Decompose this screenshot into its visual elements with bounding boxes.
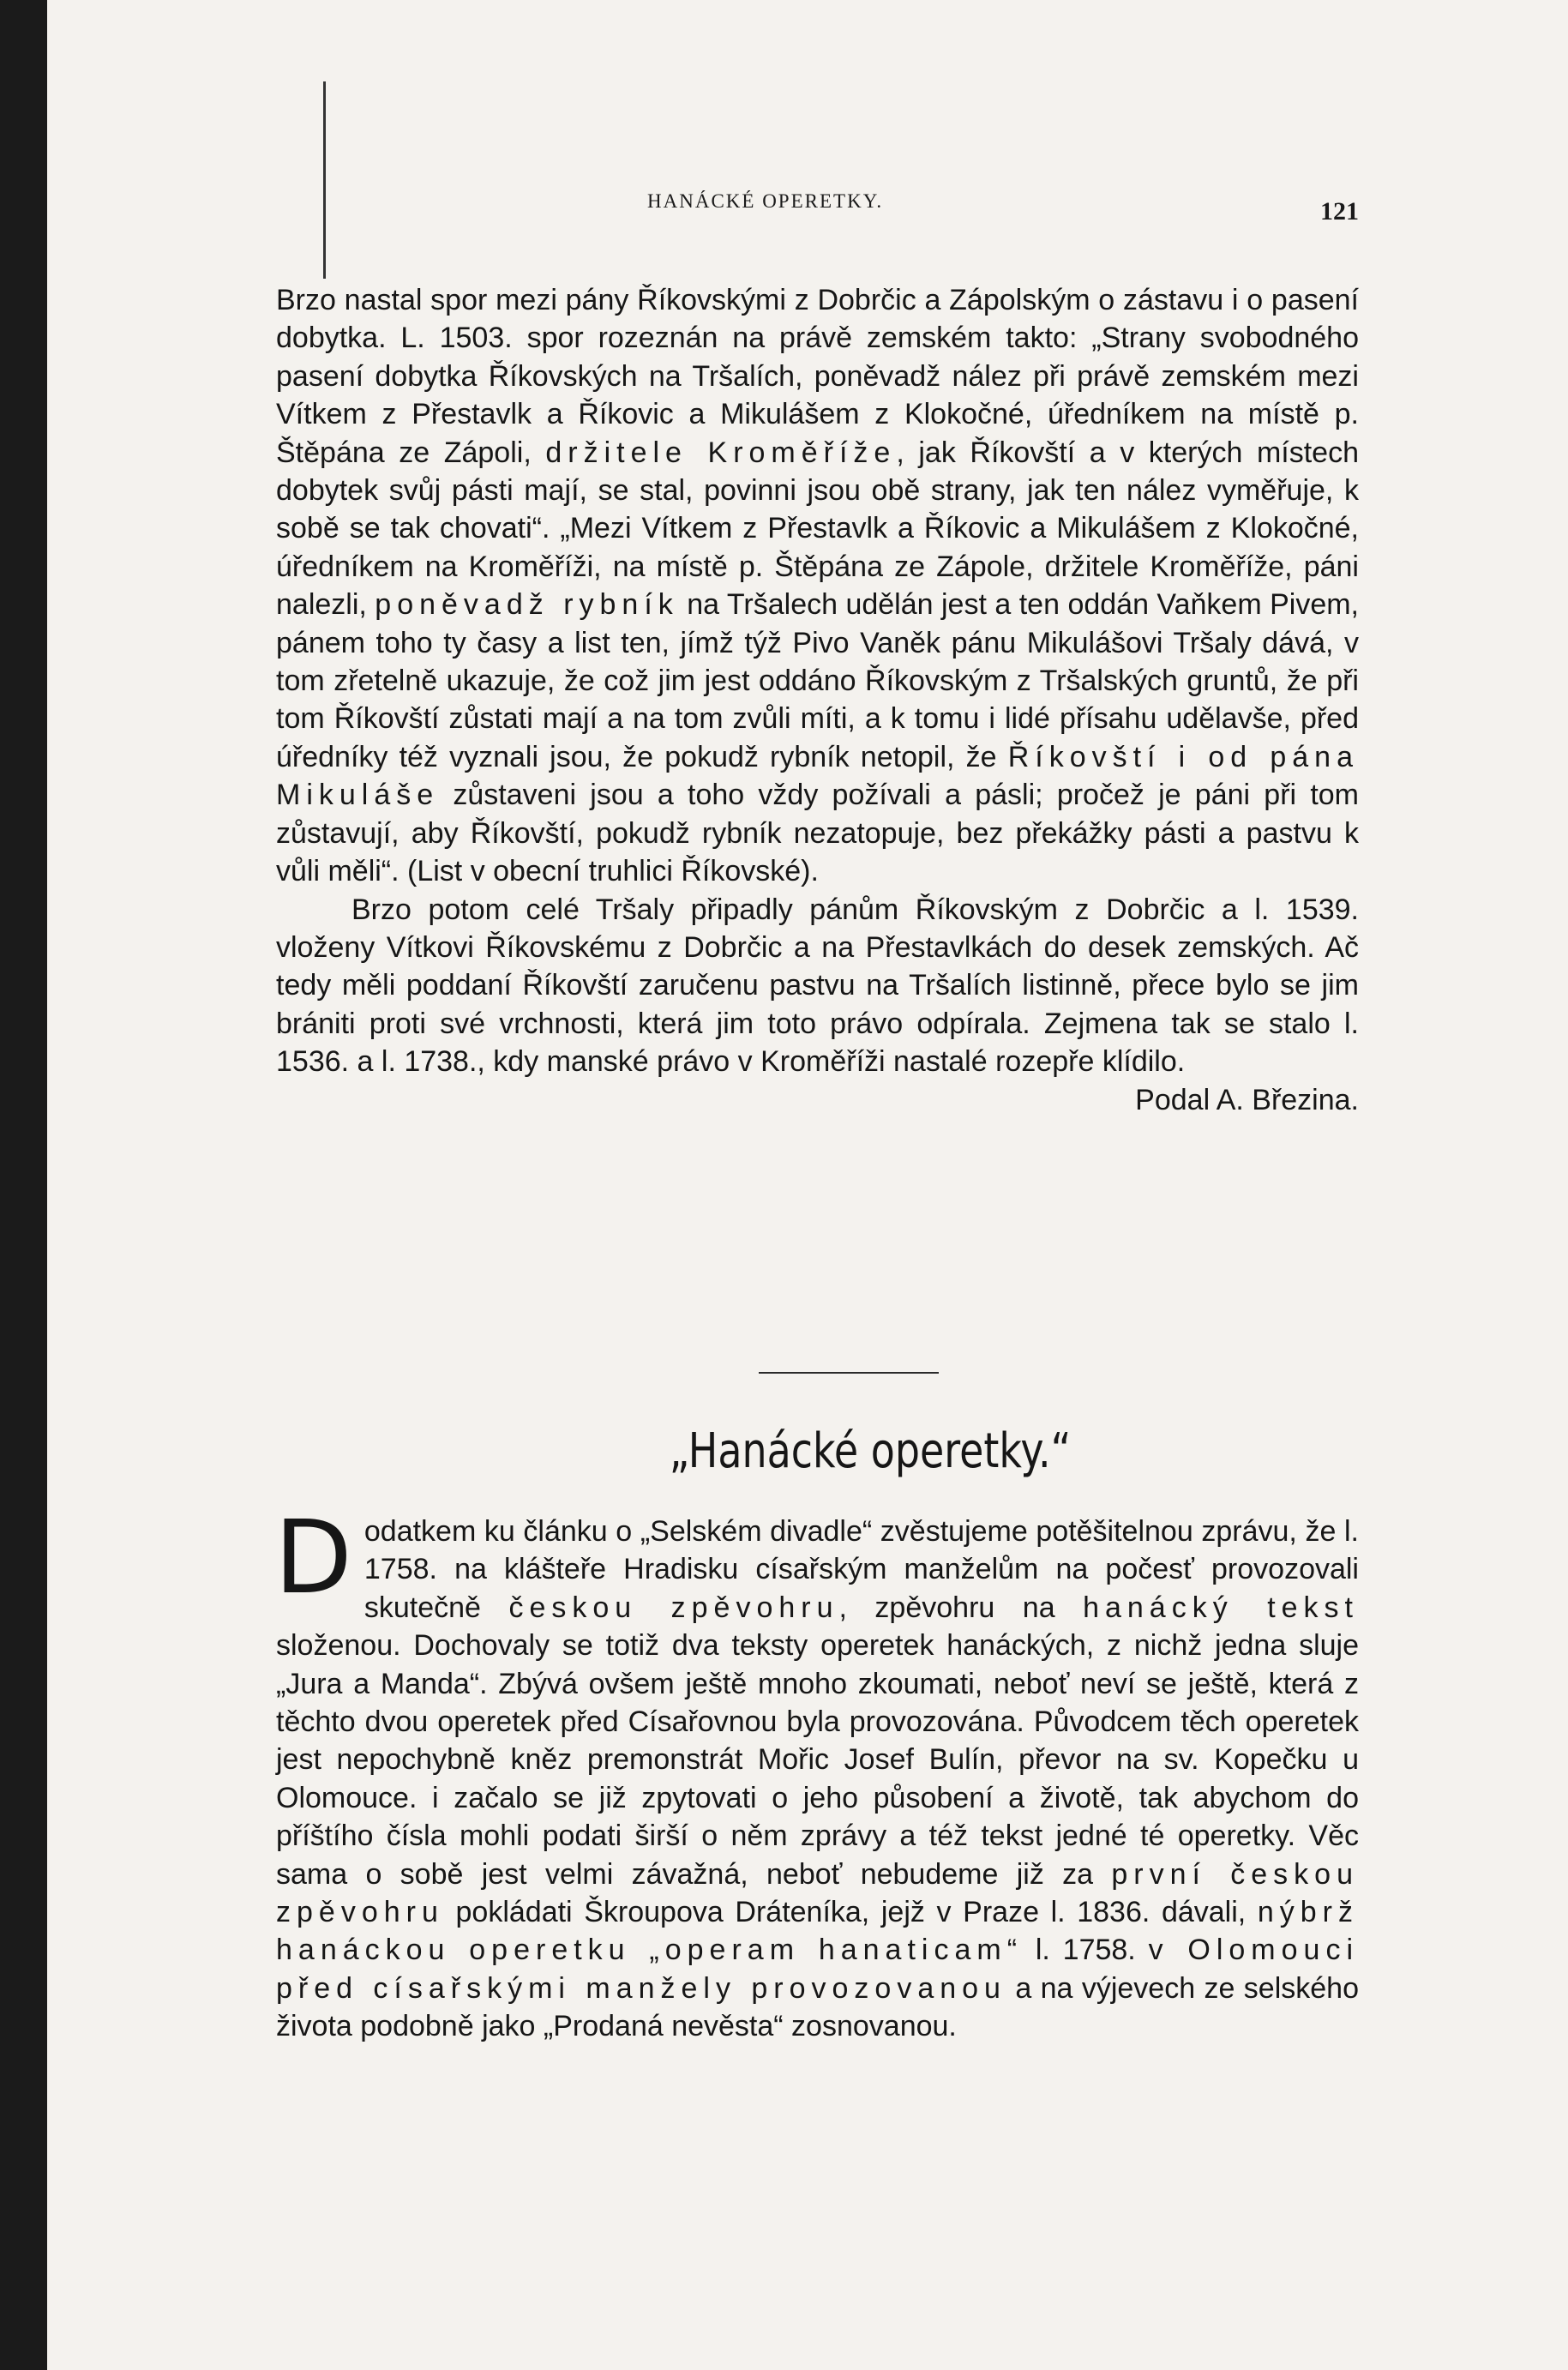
signature: Podal A. Březina. [1135,1083,1359,1116]
page-header [279,190,1359,225]
page-number: 121 [1320,197,1359,226]
paragraph-2: Brzo potom celé Tršaly připadly pánům Říkovským z Dobrčic a l. 1539. vloženy Vítkovi Říkovskému z Dobrčic a na Přestavlkách do desek zemských. Ač tedy měli poddaní Říkovští zaručenu pastvu na Tršalích listinně, přece bylo se jim brániti proti své vrchnosti, která jim toto právo odpírala. Zejmena tak se stalo l. 1536. a l. 1738., kdy manské právo v Kroměříži nastalé rozepře klídilo. Podal A. Březina. [276,891,1359,1081]
paragraph-3: Dodatkem ku článku o „Selském divadle“ zvěstujeme potěšitelnou zprávu, že l. 1758. na klášteře Hradisku císařským manželům na počesť provozovali skutečně českou zpěvohru, zpěvohru na hanácký tekst složenou. Dochovaly se totiž dva teksty operetek hanáckých, z nichž jedna sluje „Jura a Manda“. Zbývá ovšem ještě mnoho zkoumati, neboť neví se ještě, která z těchto dvou operetek před Císařovnou byla provozována. Původcem těch operetek jest nepochybně kněz premonstrát Mořic Josef Bulín, převor na sv. Kopečku u Olomouce. i začalo se již zpytovati o jeho působení a životě, tak abychom do příštího čísla mohli podati širší o něm zprávy a též tekst jedné té operetky. Věc sama o sobě jest velmi závažná, neboť nebudeme již za první českou zpěvohru pokládati Škroupova Dráteníka, jejž v Praze l. 1836. dávali, nýbrž hanáckou operetku „operam hanaticam“ l. 1758. v Olomouci před císařskými manžely provozovanou a na výjevech ze selského života podobně jako „Prodaná nevěsta“ zosnovanou. [274,1498,1360,2043]
spaced-emphasis: Říkovští i od pána Mikuláše [276,740,1359,812]
book-page [47,0,1568,2370]
section-2-text [274,1498,1360,2046]
article-title: „Hanácké operetky.“ [669,1423,1072,1479]
drop-cap: D [274,1498,352,1616]
spaced-emphasis: českou zpěvohru [508,1591,839,1624]
spaced-emphasis: v Olomouci před císařskými manžely provozovanou [276,1934,1360,2005]
running-head: HANÁCKÉ OPERETKY. [647,190,884,212]
spaced-emphasis: nýbrž hanáckou operetku „operam hanaticam“ [276,1896,1359,1967]
section-divider [759,1372,939,1374]
paragraph-1: Brzo nastal spor mezi pány Říkovskými z Dobrčic a Zápolským o zástavu i o pasení dobytka. L. 1503. spor rozeznán na právě zemském takto: „Strany svobodného pasení dobytka Říkovských na Tršalích, poněvadž nález při právě zemském mezi Vítkem z Přestavlk a Říkovic a Mikulášem z Klokočné, úředníkem na místě p. Štěpána ze Zápoli, držitele Kroměříže, jak Říkovští a v kterých místech dobytek svůj pásti mají, se stal, povinni jsou obě strany, jak ten nález vyměřuje, k sobě se tak chovati“. „Mezi Vítkem z Přestavlk a Říkovic a Mikulášem z Klokočné, úředníkem na Kroměříži, na místě p. Štěpána ze Zápole, držitele Kroměříže, páni nalezli, poněvadž rybník na Tršalech udělán jest a ten oddán Vaňkem Pivem, pánem toho ty časy a list ten, jímž týž Pivo Vaněk pánu Mikulášovi Tršaly dává, v tom zřetelně ukazuje, že což jim jest oddáno Říkovským z Tršalských gruntů, že při tom Říkovští zůstati mají a na tom zvůli míti, a k tomu i lidé přísahu udělavše, před úředníky též vyznali jsou, že pokudž rybník netopil, že Říkovští i od pána Mikuláše zůstaveni jsou a toho vždy požívali a pásli; pročež je páni při tom zůstavují, aby Říkovští, pokudž rybník nezatopuje, bez překážky pásti a pastvu k vůli měli“. (List v obecní truhlici Říkovské). [276,284,1360,888]
spaced-emphasis: poněvadž rybník [375,588,679,622]
gutter-line [323,81,326,279]
spaced-emphasis: držitele Kroměříže [545,436,897,469]
section-1-text [276,281,1359,1119]
spaced-emphasis: první českou zpěvohru [276,1857,1359,1929]
spaced-emphasis: hanácký tekst [1083,1591,1359,1624]
